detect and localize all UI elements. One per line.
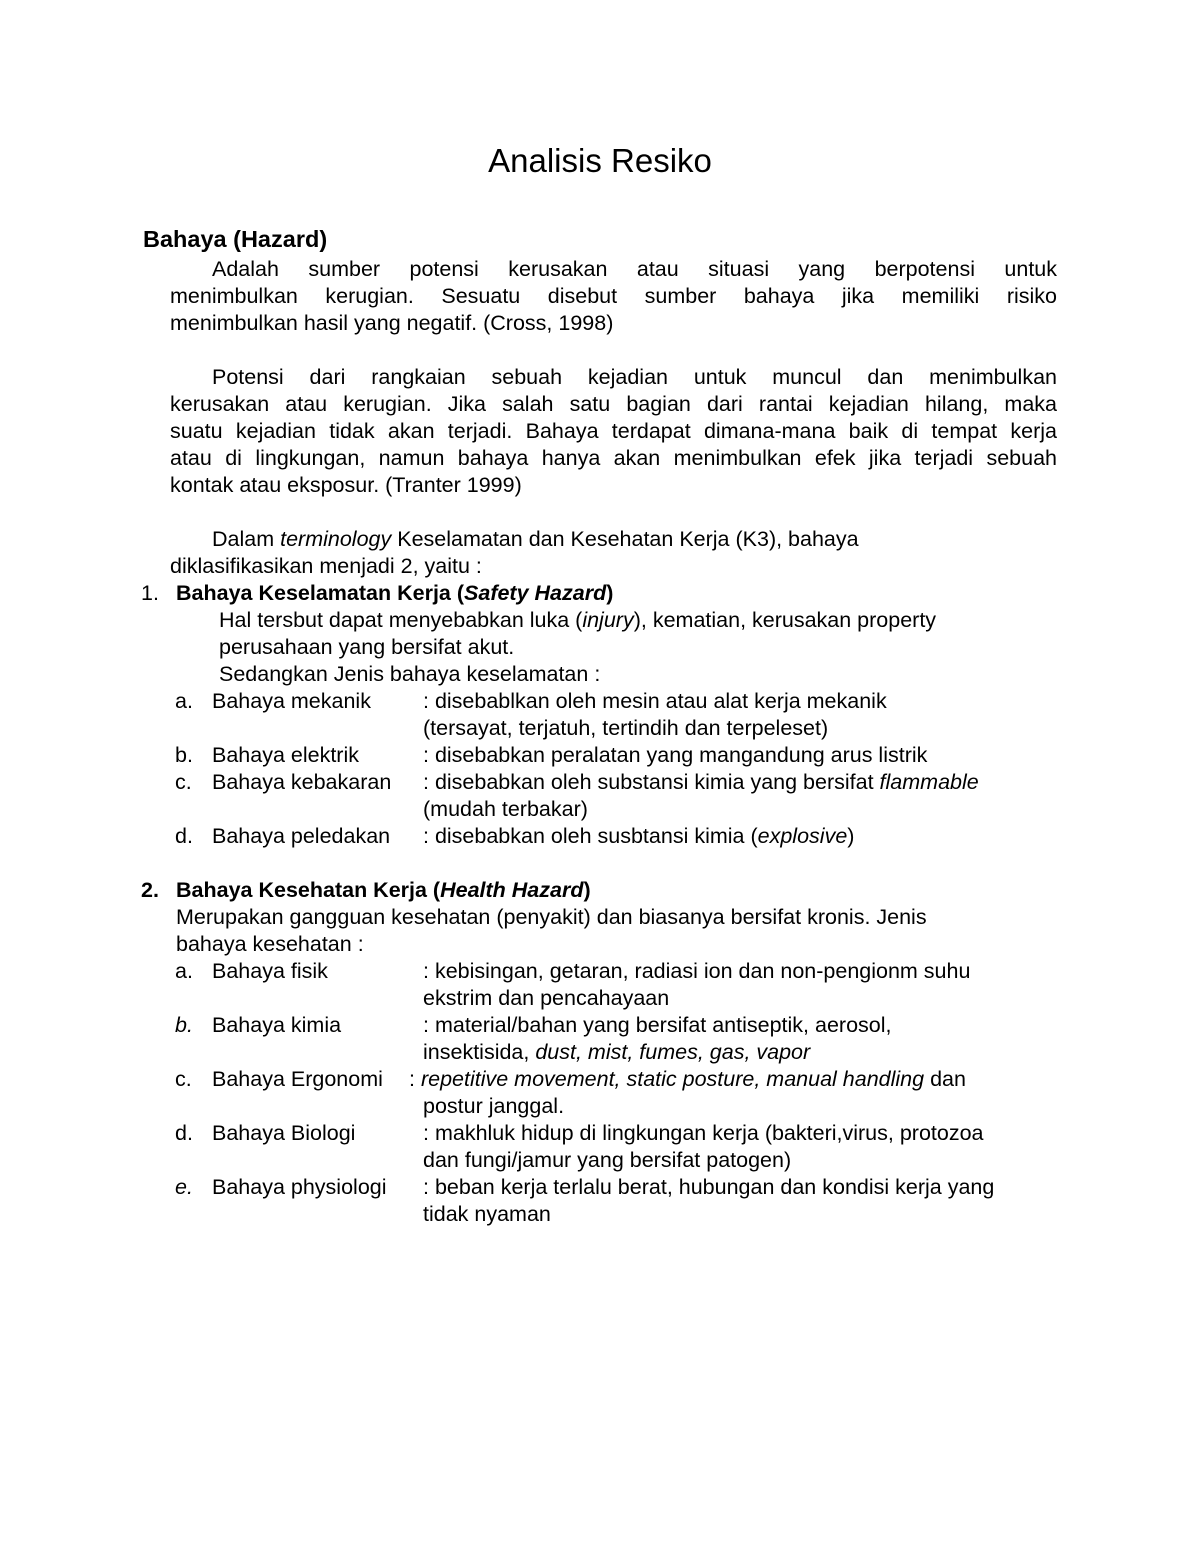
list-item: c. Bahaya Ergonomi : repetitive movement, static posture, manual handling dan postur janggal. (175, 1067, 966, 1118)
paragraph-line: kerusakan atau kerugian. Jika salah satu bagian dari rantai kejadian hilang, maka (170, 392, 1057, 416)
list-item: d. Bahaya Biologi : makhluk hidup di lingkungan kerja (bakteri,virus, protozoa dan fungi/jamur yang bersifat patogen) (175, 1121, 984, 1172)
paragraph-line: kontak atau eksposur. (Tranter 1999) (170, 473, 522, 497)
desc-line: Merupakan gangguan kesehatan (penyakit) dan biasanya bersifat kronis. Jenis (176, 905, 927, 929)
desc-line: perusahaan yang bersifat akut. (219, 635, 515, 659)
list-number: 1. (141, 581, 159, 605)
paragraph-potential (170, 364, 1057, 499)
paragraph-line: diklasifikasikan menjadi 2, yaitu : (170, 554, 482, 578)
list1-description (219, 607, 936, 688)
desc-line: Sedangkan Jenis bahaya keselamatan : (219, 662, 601, 686)
list-item: b. Bahaya kimia : material/bahan yang bersifat antiseptik, aerosol, insektisida, dust, mist, fumes, gas, vapor (175, 1013, 892, 1064)
term-italic: terminology (280, 527, 392, 551)
list-item: e. Bahaya physiologi : beban kerja terlalu berat, hubungan dan kondisi kerja yang tidak nyaman (175, 1175, 995, 1226)
desc-line: Hal tersbut dapat menyebabkan luka (injury), kematian, kerusakan property (219, 608, 937, 632)
desc-line: bahaya kesehatan : (176, 932, 364, 956)
paragraph-line: Dalam terminology Keselamatan dan Kesehatan Kerja (K3), bahaya (212, 527, 859, 551)
paragraph-line: menimbulkan kerugian. Sesuatu disebut sumber bahaya jika memiliki risiko (170, 284, 1057, 308)
paragraph-classification (170, 526, 1057, 580)
paragraph-line: menimbulkan hasil yang negatif. (Cross, 1998) (170, 311, 614, 335)
page-title: Analisis Resiko (488, 142, 712, 179)
list-title: Bahaya Keselamatan Kerja (Safety Hazard) (176, 581, 614, 605)
list-item: d. Bahaya peledakan : disebabkan oleh susbtansi kimia (explosive) (175, 824, 855, 848)
list-number: 2. (141, 878, 159, 902)
section-heading: Bahaya (Hazard) (143, 226, 328, 252)
list-heading-health (141, 877, 591, 904)
list-item: b. Bahaya elektrik : disebabkan peralatan yang mangandung arus listrik (175, 743, 928, 767)
list-title: Bahaya Kesehatan Kerja (Health Hazard) (176, 878, 591, 902)
paragraph-line: Adalah sumber potensi kerusakan atau situasi yang berpotensi untuk (212, 257, 1057, 281)
paragraph-line: suatu kejadian tidak akan terjadi. Bahaya terdapat dimana-mana baik di tempat kerja (170, 419, 1057, 443)
list2-description (176, 904, 927, 958)
paragraph-line: atau di lingkungan, namun bahaya hanya akan menimbulkan efek jika terjadi sebuah (170, 446, 1057, 470)
list-item: c. Bahaya kebakaran : disebabkan oleh substansi kimia yang bersifat flammable (mudah terbakar) (175, 770, 979, 821)
paragraph-definition (170, 256, 1057, 337)
list-heading-safety (141, 580, 613, 607)
list-item: a. Bahaya mekanik : disebablkan oleh mesin atau alat kerja mekanik (tersayat, terjatuh, tertindih dan terpeleset) (175, 689, 887, 740)
list-item: a. Bahaya fisik : kebisingan, getaran, radiasi ion dan non-pengionm suhu ekstrim dan pencahayaan (175, 959, 971, 1010)
paragraph-line: Potensi dari rangkaian sebuah kejadian untuk muncul dan menimbulkan (212, 365, 1057, 389)
